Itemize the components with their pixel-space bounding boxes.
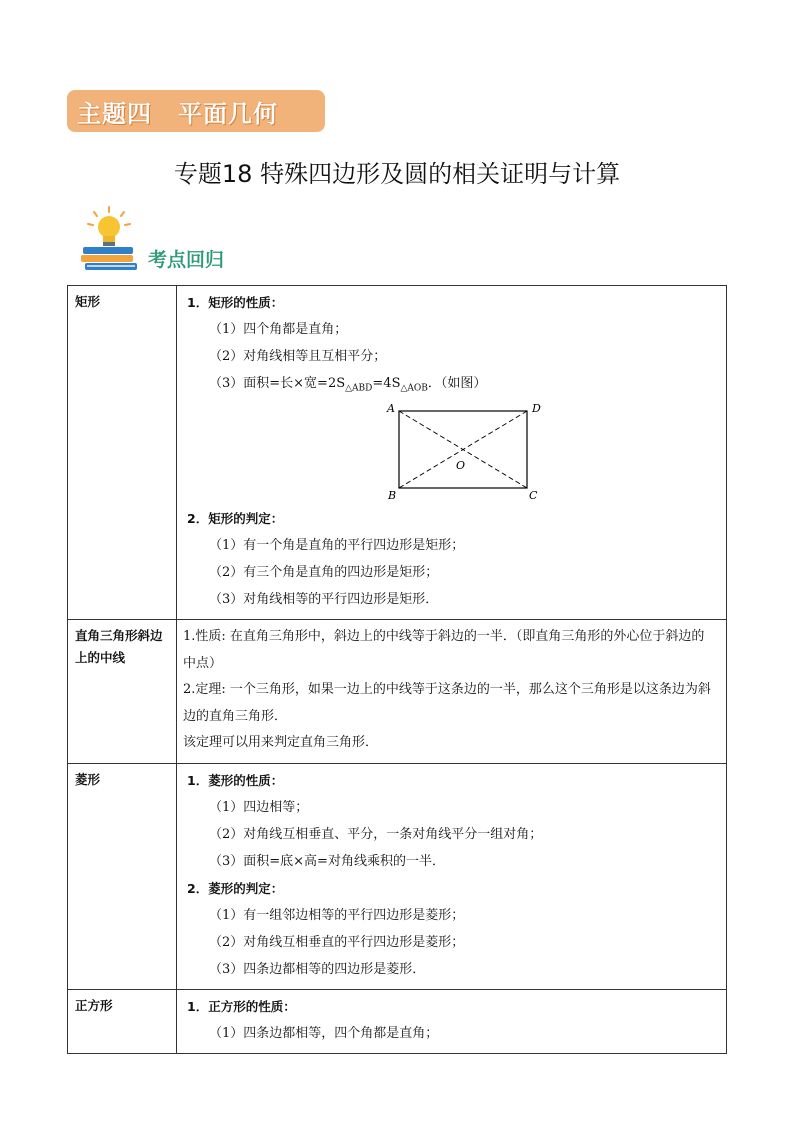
list-item: 2．菱形的判定： bbox=[187, 880, 284, 896]
list-item: 1．正方形的性质： bbox=[187, 998, 296, 1014]
list-item: （2）对角线相等且互相平分； bbox=[209, 349, 387, 364]
row-label: 矩形 bbox=[68, 286, 177, 620]
list-item: 1．菱形的性质： bbox=[187, 772, 284, 788]
row-label: 正方形 bbox=[68, 989, 177, 1053]
list-item: （3）四条边都相等的四边形是菱形． bbox=[209, 961, 426, 977]
banner-topic-name: 平面几何 bbox=[178, 99, 278, 128]
row-content bbox=[177, 763, 727, 989]
list-item: （1）有一组邻边相等的平行四边形是菱形； bbox=[209, 907, 465, 923]
area-formula-subscript: △ABD bbox=[345, 383, 373, 394]
page-title: 专题18 特殊四边形及圆的相关证明与计算 bbox=[173, 160, 621, 188]
section-heading: 考点回归 bbox=[148, 249, 225, 271]
vertex-label-a: A bbox=[387, 402, 395, 415]
topic-banner bbox=[67, 90, 325, 132]
vertex-label-b: B bbox=[388, 489, 397, 501]
row-content bbox=[177, 989, 727, 1053]
list-item bbox=[187, 370, 720, 397]
table-row bbox=[68, 763, 727, 989]
list-item: （2）对角线互相垂直、平分，一条对角线平分一组对角； bbox=[209, 826, 543, 842]
banner-text bbox=[77, 94, 278, 129]
rectangle-diagram bbox=[383, 397, 553, 501]
list-item: 1．矩形的性质： bbox=[187, 295, 284, 310]
list-item: （3）面积=底×高=对角线乘积的一半． bbox=[209, 853, 445, 869]
list-item: （2）对角线互相垂直的平行四边形是菱形； bbox=[209, 934, 465, 950]
list-item: （1）四条边都相等，四个角都是直角； bbox=[209, 1025, 439, 1041]
lightbulb-books-icon bbox=[78, 205, 140, 273]
row-content bbox=[177, 620, 727, 764]
area-formula-part: （3）面积=长×宽=2S bbox=[209, 376, 346, 391]
table-row bbox=[68, 989, 727, 1053]
row-content bbox=[177, 286, 727, 620]
list-item: （1）有一个角是直角的平行四边形是矩形； bbox=[209, 538, 465, 553]
banner-topic-number: 主题四 bbox=[77, 99, 152, 128]
list-item: （1）四边相等； bbox=[209, 799, 309, 815]
row-label: 菱形 bbox=[68, 763, 177, 989]
vertex-label-c: C bbox=[529, 489, 538, 501]
vertex-label-d: D bbox=[532, 402, 541, 415]
list-item: （1）四个角都是直角； bbox=[209, 322, 348, 337]
table-row bbox=[68, 286, 727, 620]
rectangle-figure bbox=[187, 397, 720, 505]
list-item: （2）有三个角是直角的四边形是矩形； bbox=[209, 565, 439, 580]
center-label-o: O bbox=[456, 459, 466, 472]
list-item: 2．矩形的判定： bbox=[187, 511, 284, 526]
knowledge-table bbox=[67, 285, 727, 1054]
row-label: 直角三角形斜边上的中线 bbox=[68, 620, 177, 764]
table-row bbox=[68, 620, 727, 764]
diagonal-bd bbox=[399, 411, 527, 488]
area-formula-part: ．（如图） bbox=[427, 376, 487, 391]
list-item: 该定理可以用来判定直角三角形． bbox=[183, 735, 379, 750]
list-item: 2.定理: 一个三角形，如果一边上的中线等于这条边的一半，那么这个三角形是以这条边为斜边的直角三角形． bbox=[183, 682, 711, 724]
list-item: （3）对角线相等的平行四边形是矩形． bbox=[209, 592, 439, 607]
list-item: 1.性质: 在直角三角形中，斜边上的中线等于斜边的一半．（即直角三角形的外心位于斜边的中点） bbox=[183, 629, 705, 671]
area-formula-subscript: △AOB bbox=[400, 383, 428, 394]
area-formula-part: =4S bbox=[372, 376, 401, 391]
